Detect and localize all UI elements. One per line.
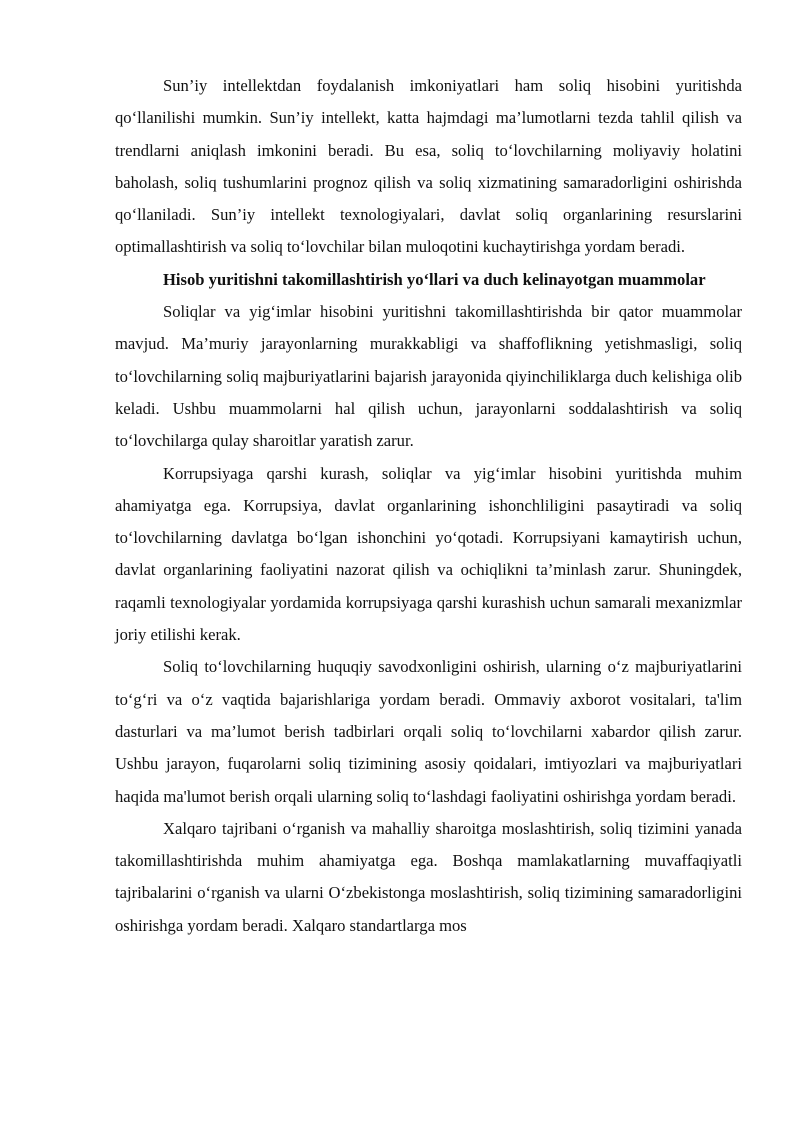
document-page <box>115 70 742 942</box>
paragraph-problems: Soliqlar va yig‘imlar hisobini yuritishni takomillashtirishda bir qator muammolar mavjud. Ma’muriy jarayonlarning murakkabligi va shaffoflikning yetishmasligi, soliq to‘lovchilarning soliq majburiyatlarini bajarish jarayonida qiyinchiliklarga duch kelishiga olib keladi. Ushbu muammolarni hal qilish uchun, jarayonlarni soddalashtirish va soliq to‘lovchilarga qulay sharoitlar yaratish zarur. <box>115 302 742 451</box>
paragraph-ai-tax-accounting: Sun’iy intellektdan foydalanish imkoniyatlari ham soliq hisobini yuritishda qo‘llanilishi mumkin. Sun’iy intellekt, katta hajmdagi ma’lumotlarni tezda tahlil qilish va trendlarni aniqlash imkonini beradi. Bu esa, soliq to‘lovchilarning moliyaviy holatini baholash, soliq tushumlarini prognoz qilish va soliq xizmatining samaradorligini oshirishda qo‘llaniladi. Sun’iy intellekt texnologiyalari, davlat soliq organlarining resurslarini optimallashtirish va soliq to‘lovchilar bilan muloqotini kuchaytirishga yordam beradi. <box>115 76 742 257</box>
paragraph-international-experience: Xalqaro tajribani o‘rganish va mahalliy sharoitga moslashtirish, soliq tizimini yanada takomillashtirishda muhim ahamiyatga ega. Boshqa mamlakatlarning muvaffaqiyatli tajribalarini o‘rganish va ularni O‘zbekistonga moslashtirish, soliq tizimining samaradorligini oshirishga yordam beradi. Xalqaro standartlarga mos <box>115 818 742 935</box>
paragraph-legal-literacy: Soliq to‘lovchilarning huquqiy savodxonligini oshirish, ularning o‘z majburiyatlarini to‘g‘ri va o‘z vaqtida bajarishlariga yordam beradi. Ommaviy axborot vositalari, ta'lim dasturlari va ma’lumot berish tadbirlari orqali soliq to‘lovchilarni xabardor qilish zarur. Ushbu jarayon, fuqarolarni soliq tizimining asosiy qoidalari, imtiyozlari va majburiyatlari haqida ma'lumot berish orqali ularning soliq to‘lashdagi faoliyatini oshirishga yordam beradi. <box>115 657 742 806</box>
paragraph-corruption: Korrupsiyaga qarshi kurash, soliqlar va yig‘imlar hisobini yuritishda muhim ahamiyatga ega. Korrupsiya, davlat organlarining ishonchliligini pasaytiradi va soliq to‘lovchilarning davlatga bo‘lgan ishonchini yo‘qotadi. Korrupsiyani kamaytirish uchun, davlat organlarining faoliyatini nazorat qilish va ochiqlikni ta’minlash zarur. Shuningdek, raqamli texnologiyalar yordamida korrupsiyaga qarshi kurashish uchun samarali mexanizmlar joriy etilishi kerak. <box>115 463 742 645</box>
section-heading: Hisob yuritishni takomillashtirish yo‘llari va duch kelinayotgan muammolar <box>163 269 706 289</box>
